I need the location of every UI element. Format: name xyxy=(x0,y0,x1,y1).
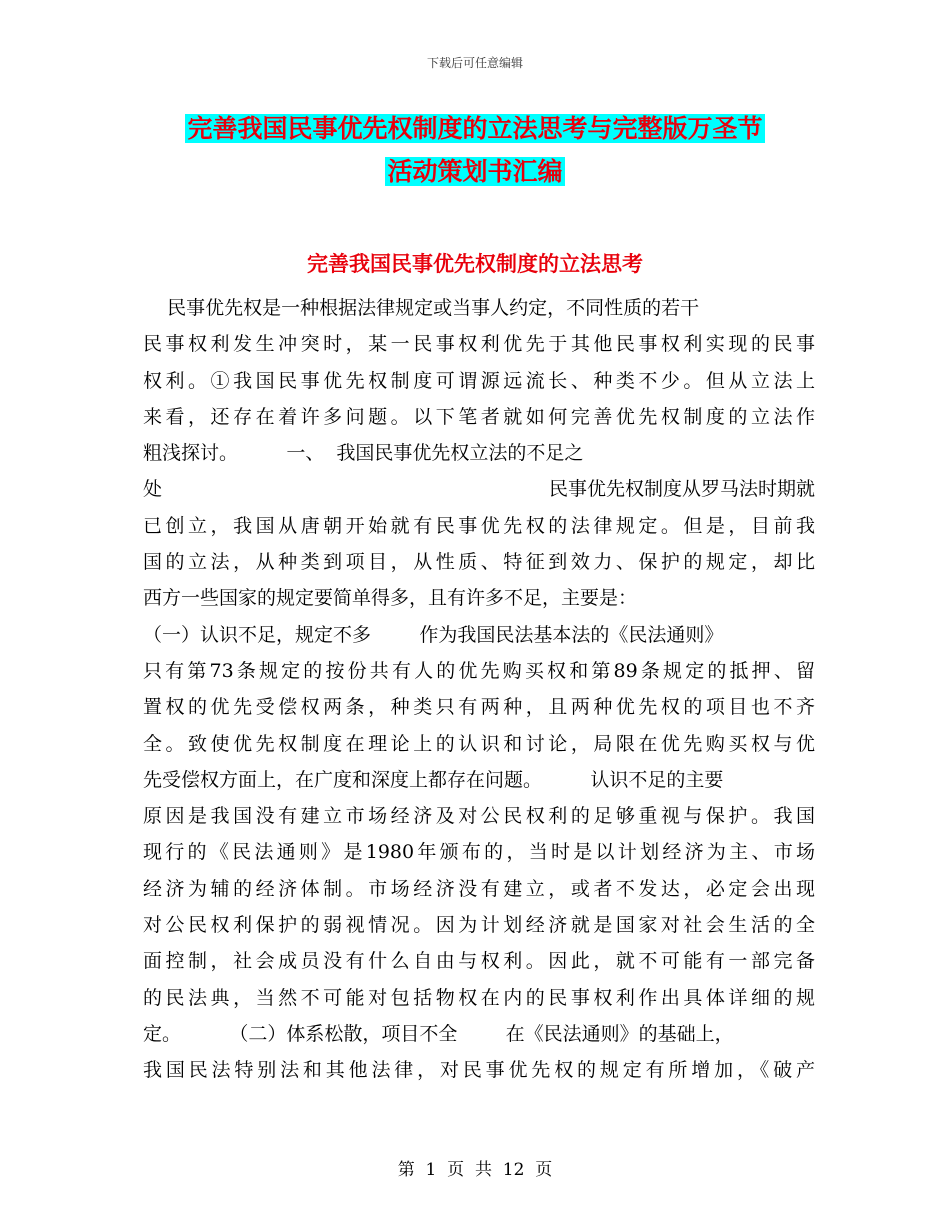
document-title-line-2-text: 活动策划书汇编 xyxy=(387,157,563,186)
body-line-start: 处 xyxy=(143,478,163,501)
document-title-line-1 xyxy=(0,112,950,146)
body-line: 置权的优先受偿权两条，种类只有两种，且两种优先权的项目也不齐 xyxy=(143,696,815,719)
header-note: 下载后可任意编辑 xyxy=(426,56,523,70)
body-line: 原因是我国没有建立市场经济及对公民权利的足够重视与保护。我国 xyxy=(143,805,815,828)
body-line: 经济为辅的经济体制。市场经济没有建立，或者不发达，必定会出现 xyxy=(143,877,815,900)
body-line: 西方一些国家的规定要简单得多，且有许多不足，主要是： xyxy=(143,587,638,610)
section-title: 完善我国民事优先权制度的立法思考 xyxy=(307,252,643,276)
body-line: （一）认识不足，规定不多 作为我国民法基本法的《民法通则》 xyxy=(143,623,724,646)
body-line xyxy=(143,471,815,507)
body-line: 定。 （二）体系松散，项目不全 在《民法通则》的基础上， xyxy=(143,1022,734,1045)
document-title-line-1-text: 完善我国民事优先权制度的立法思考与完整版万圣节 xyxy=(187,114,763,143)
document-title-line-2 xyxy=(0,155,950,189)
body-line: 来看，还存在着许多问题。以下笔者就如何完善优先权制度的立法作 xyxy=(143,405,815,428)
page-number-footer: 第 1 页 共 12 页 xyxy=(397,1160,553,1180)
body-line: 民事优先权是一种根据法律规定或当事人约定，不同性质的若干 xyxy=(143,297,700,319)
body-line: 先受偿权方面上，在广度和深度上都存在问题。 认识不足的主要 xyxy=(143,768,724,791)
body-line: 我国民法特别法和其他法律，对民事优先权的规定有所增加，《破产 xyxy=(143,1059,815,1082)
body-line: 粗浅探讨。 一、 我国民事优先权立法的不足之 xyxy=(143,442,584,465)
body-line: 面控制，社会成员没有什么自由与权利。因此，就不可能有一部完备 xyxy=(143,950,815,973)
body-text xyxy=(143,290,815,1089)
body-line-end: 民事优先权制度从罗马法时期就 xyxy=(548,478,815,501)
body-line: 已创立，我国从唐朝开始就有民事优先权的法律规定。但是，目前我 xyxy=(143,514,815,537)
body-line: 民事权利发生冲突时，某一民事权利优先于其他民事权利实现的民事 xyxy=(143,333,815,356)
body-line: 权利。①我国民事优先权制度可谓源远流长、种类不少。但从立法上 xyxy=(143,369,815,392)
body-line: 现行的《民法通则》是1980年颁布的，当时是以计划经济为主、市场 xyxy=(143,841,815,864)
body-line: 的民法典，当然不可能对包括物权在内的民事权利作出具体详细的规 xyxy=(143,986,815,1009)
body-line: 对公民权利保护的弱视情况。因为计划经济就是国家对社会生活的全 xyxy=(143,914,815,937)
body-line: 全。致使优先权制度在理论上的认识和讨论，局限在优先购买权与优 xyxy=(143,732,815,755)
body-line: 只有第73条规定的按份共有人的优先购买权和第89条规定的抵押、留 xyxy=(143,659,815,682)
body-line: 国的立法，从种类到项目，从性质、特征到效力、保护的规定，却比 xyxy=(143,551,815,574)
